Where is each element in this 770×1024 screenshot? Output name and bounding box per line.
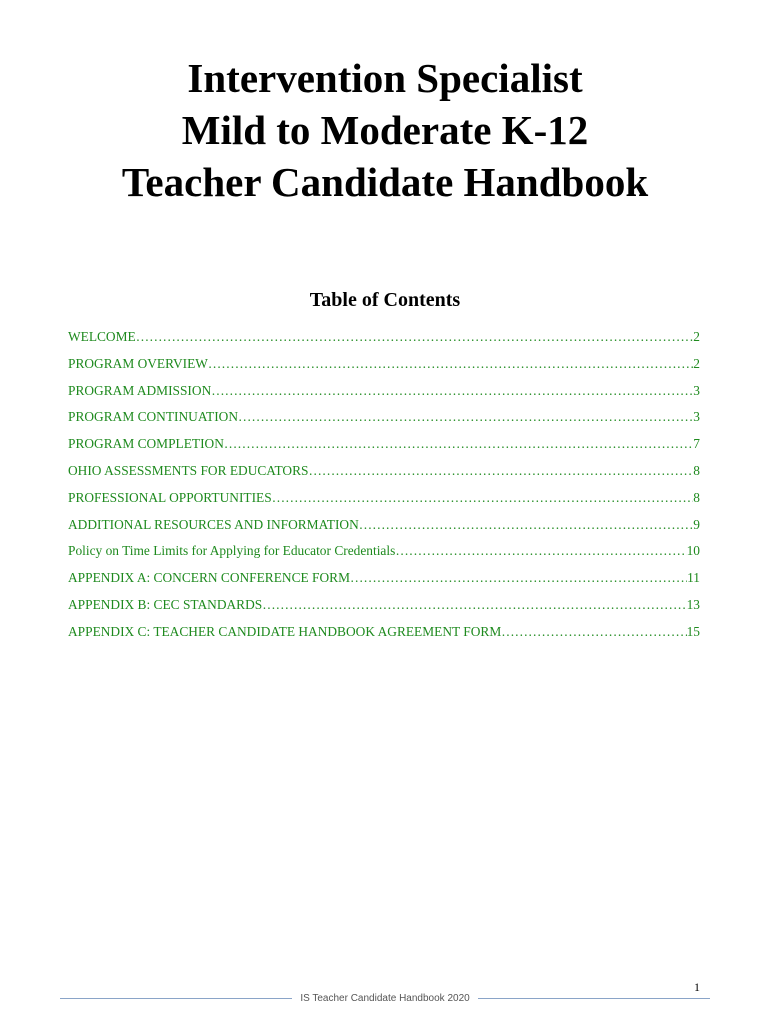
toc-entry-label: PROGRAM COMPLETION — [68, 436, 224, 452]
title-line-2: Mild to Moderate K-12 — [181, 107, 589, 153]
title-line-3: Teacher Candidate Handbook — [121, 159, 649, 205]
footer-text: IS Teacher Candidate Handbook 2020 — [300, 993, 470, 1004]
toc-entry-label: PROGRAM CONTINUATION — [68, 409, 238, 425]
toc-entry-label: ADDITIONAL RESOURCES AND INFORMATION — [68, 516, 359, 532]
toc-entry-page: 11 — [687, 570, 700, 586]
toc-dot-leader — [272, 490, 694, 506]
title-line-1: Intervention Specialist — [187, 55, 583, 101]
toc-entry-program-completion[interactable] — [68, 436, 700, 463]
toc-entry-program-admission[interactable] — [68, 383, 700, 410]
toc-dot-leader — [208, 356, 693, 372]
page-footer — [60, 993, 710, 1004]
toc-entry-label: APPENDIX A: CONCERN CONFERENCE FORM — [68, 570, 350, 586]
toc-entry-label: PROGRAM ADMISSION — [68, 382, 212, 398]
toc-entry-label: APPENDIX B: CEC STANDARDS — [68, 596, 263, 612]
toc-dot-leader — [359, 517, 694, 533]
toc-entry-professional-opportunities[interactable] — [68, 490, 700, 517]
toc-entry-program-continuation[interactable] — [68, 409, 700, 436]
toc-dot-leader — [224, 436, 693, 452]
toc-entry-page: 8 — [693, 489, 700, 505]
toc-entry-page: 13 — [686, 596, 700, 612]
toc-entry-page: 9 — [693, 516, 700, 532]
table-of-contents — [68, 329, 700, 651]
toc-entry-program-overview[interactable] — [68, 356, 700, 383]
toc-dot-leader — [211, 383, 693, 399]
toc-dot-leader — [350, 570, 687, 586]
toc-entry-label: PROFESSIONAL OPPORTUNITIES — [68, 489, 272, 505]
toc-entry-appendix-c[interactable] — [68, 624, 700, 651]
toc-heading: Table of Contents — [309, 289, 461, 311]
toc-entry-label: APPENDIX C: TEACHER CANDIDATE HANDBOOK AGREEMENT FORM — [68, 623, 502, 639]
toc-entry-ohio-assessments[interactable] — [68, 463, 700, 490]
toc-dot-leader — [262, 597, 686, 613]
toc-entry-welcome[interactable] — [68, 329, 700, 356]
page-number: 1 — [694, 980, 700, 994]
toc-entry-appendix-b[interactable] — [68, 597, 700, 624]
toc-entry-page: 3 — [693, 409, 700, 425]
toc-entry-label: PROGRAM OVERVIEW — [68, 355, 208, 371]
toc-entry-page: 7 — [693, 436, 700, 452]
toc-entry-label: WELCOME — [68, 329, 136, 344]
toc-dot-leader — [136, 329, 694, 345]
toc-entry-page: 8 — [693, 462, 700, 478]
toc-entry-time-limits-policy[interactable] — [68, 543, 700, 570]
toc-dot-leader — [395, 543, 686, 559]
toc-entry-page: 15 — [686, 623, 700, 639]
toc-entry-page: 2 — [693, 329, 700, 344]
toc-entry-additional-resources[interactable] — [68, 517, 700, 544]
toc-dot-leader — [238, 409, 693, 425]
toc-dot-leader — [308, 463, 693, 479]
footer-rule-left — [60, 998, 292, 999]
footer-rule-right — [478, 998, 710, 999]
toc-dot-leader — [501, 624, 686, 640]
toc-entry-label: OHIO ASSESSMENTS FOR EDUCATORS — [68, 462, 309, 478]
toc-entry-page: 10 — [686, 543, 700, 559]
document-title — [0, 52, 770, 208]
toc-entry-page: 2 — [693, 355, 700, 371]
toc-entry-appendix-a[interactable] — [68, 570, 700, 597]
toc-entry-page: 3 — [693, 382, 700, 398]
toc-entry-label: Policy on Time Limits for Applying for Educator Credentials — [68, 543, 396, 559]
